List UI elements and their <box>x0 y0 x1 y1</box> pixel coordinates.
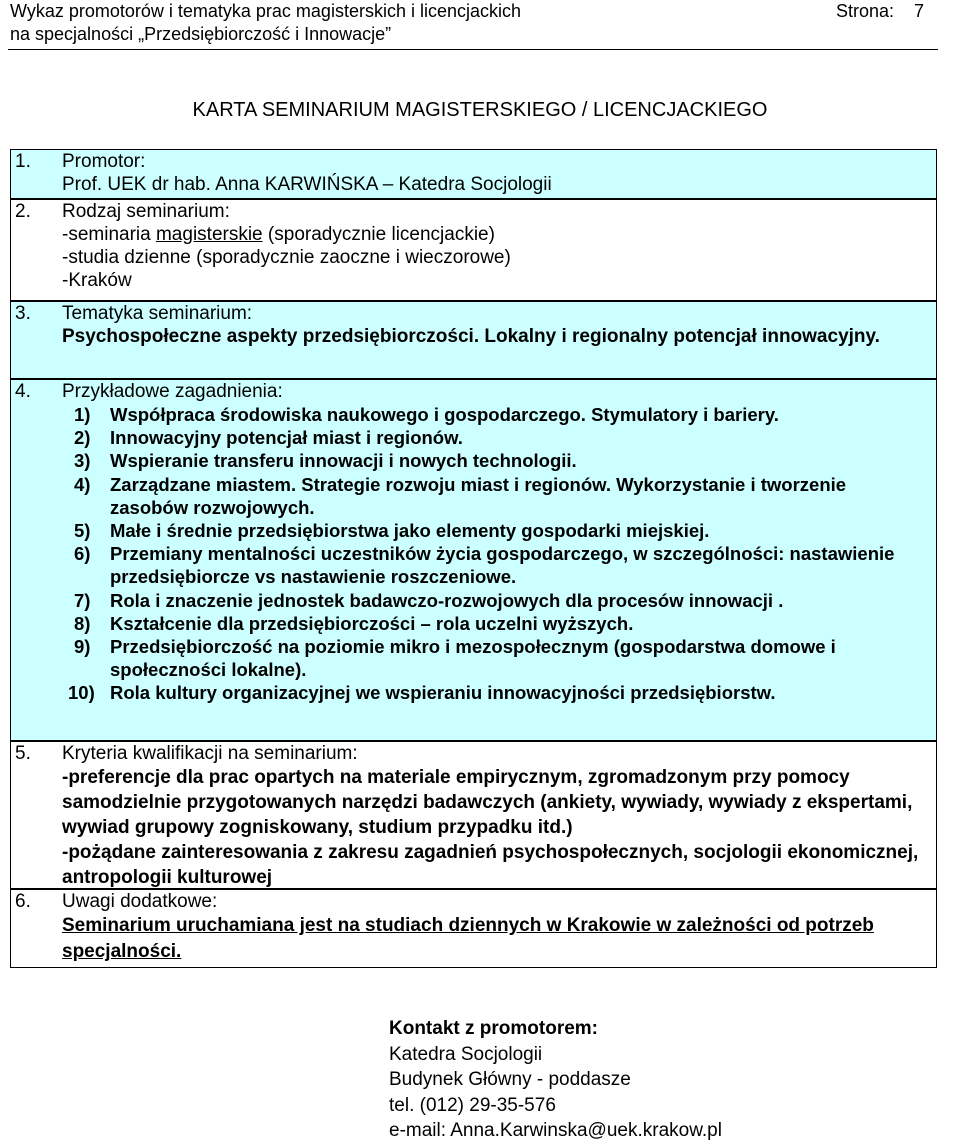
page-label: Strona: <box>835 1 894 21</box>
section-label: Uwagi dodatkowe: <box>62 891 218 912</box>
page-header <box>10 0 950 46</box>
header-title-line1: Wykaz promotorów i tematyka prac magisterskich i licencjackich <box>10 1 521 21</box>
list-item: 7) Rola i znaczenie jednostek badawczo-rozwojowych dla procesów innowacji . <box>74 589 784 611</box>
list-item: 2) Innowacyjny potencjał miast i regionów. <box>74 427 463 449</box>
section-seminar-type <box>10 199 937 301</box>
page-indicator <box>836 0 924 23</box>
list-item: 3) Wspieranie transferu innowacji i nowych technologii. <box>74 450 577 472</box>
seminar-type-line: -seminaria magisterskie (sporadycznie licencjackie) <box>62 224 495 245</box>
criteria-paragraph: -pożądane zainteresowania z zakresu zagadnień psychospołecznych, socjologii ekonomicznej, antropologii kulturowej <box>62 842 919 888</box>
list-item: 5) Małe i średnie przedsiębiorstwa jako elementy gospodarki miejskiej. <box>74 520 710 542</box>
location-line: -Kraków <box>62 270 132 291</box>
section-qualification-criteria <box>10 741 937 889</box>
topic-text: Psychospołeczne aspekty przedsiębiorczości. Lokalny i regionalny potencjał innowacyjny. <box>62 326 880 347</box>
section-topic <box>10 301 937 379</box>
section-label: Przykładowe zagadnienia: <box>62 381 283 402</box>
list-item: 6) Przemiany mentalności uczestników życia gospodarczego, w szczególności: nastawienie przedsiębiorcze vs nastawienie roszczeniowe. <box>74 543 895 588</box>
contact-department: Katedra Socjologii <box>389 1043 543 1065</box>
section-example-topics <box>10 379 937 741</box>
card-title: KARTA SEMINARIUM MAGISTERSKIEGO / LICENCJACKIEGO <box>192 99 768 121</box>
section-number: 4. <box>15 381 31 402</box>
criteria-paragraph: -preferencje dla prac opartych na materiale empirycznym, zgromadzonym przy pomocy samodzielnie przygotowanych narzędzi badawczych (ankiety, wywiady, wywiady z ekspertami, wywiad grupowy zogniskowany, studium przypadku itd.) <box>62 767 913 838</box>
list-item: 10) Rola kultury organizacyjnej we wspieraniu innowacyjności przedsiębiorstw. <box>68 682 776 704</box>
section-number: 3. <box>15 303 31 324</box>
page-number: 7 <box>913 1 924 21</box>
list-item: 8) Kształcenie dla przedsiębiorczości – rola uczelni wyższych. <box>74 612 634 634</box>
section-number: 1. <box>15 151 31 172</box>
contact-phone: tel. (012) 29-35-576 <box>389 1094 556 1116</box>
section-additional-notes <box>10 889 937 968</box>
study-mode-line: -studia dzienne (sporadycznie zaoczne i wieczorowe) <box>62 247 511 268</box>
promotor-name: Prof. UEK dr hab. Anna KARWIŃSKA – Katedra Socjologii <box>62 174 552 195</box>
topics-list <box>62 403 928 705</box>
contact-building: Budynek Główny - poddasze <box>389 1069 631 1090</box>
list-item: 9) Przedsiębiorczość na poziomie mikro i mezospołecznym (gospodarstwa domowe i społeczności lokalne). <box>74 636 836 681</box>
header-title-line2: na specjalności „Przedsiębiorczość i Innowacje” <box>10 24 392 44</box>
header-divider <box>8 49 938 50</box>
contact-heading: Kontakt z promotorem: <box>389 1018 598 1039</box>
list-item: 4) Zarządzane miastem. Strategie rozwoju miast i regionów. Wykorzystanie i tworzenie zasobów rozwojowych. <box>74 473 847 518</box>
underlined-term: magisterskie <box>155 224 263 245</box>
section-number: 5. <box>15 743 31 764</box>
section-label: Promotor: <box>62 151 146 172</box>
section-label: Rodzaj seminarium: <box>62 201 230 222</box>
notes-text: Seminarium uruchamiana jest na studiach dziennych w Krakowie w zależności od potrzeb specjalności. <box>62 915 874 962</box>
section-label: Tematyka seminarium: <box>62 303 253 324</box>
section-promotor <box>10 149 937 199</box>
section-number: 2. <box>15 201 31 222</box>
contact-email: e-mail: Anna.Karwinska@uek.krakow.pl <box>389 1120 722 1141</box>
section-label: Kryteria kwalifikacji na seminarium: <box>62 743 358 764</box>
contact-block <box>389 1016 722 1144</box>
list-item: 1) Współpraca środowiska naukowego i gospodarczego. Stymulatory i bariery. <box>74 404 779 425</box>
section-number: 6. <box>15 891 31 912</box>
